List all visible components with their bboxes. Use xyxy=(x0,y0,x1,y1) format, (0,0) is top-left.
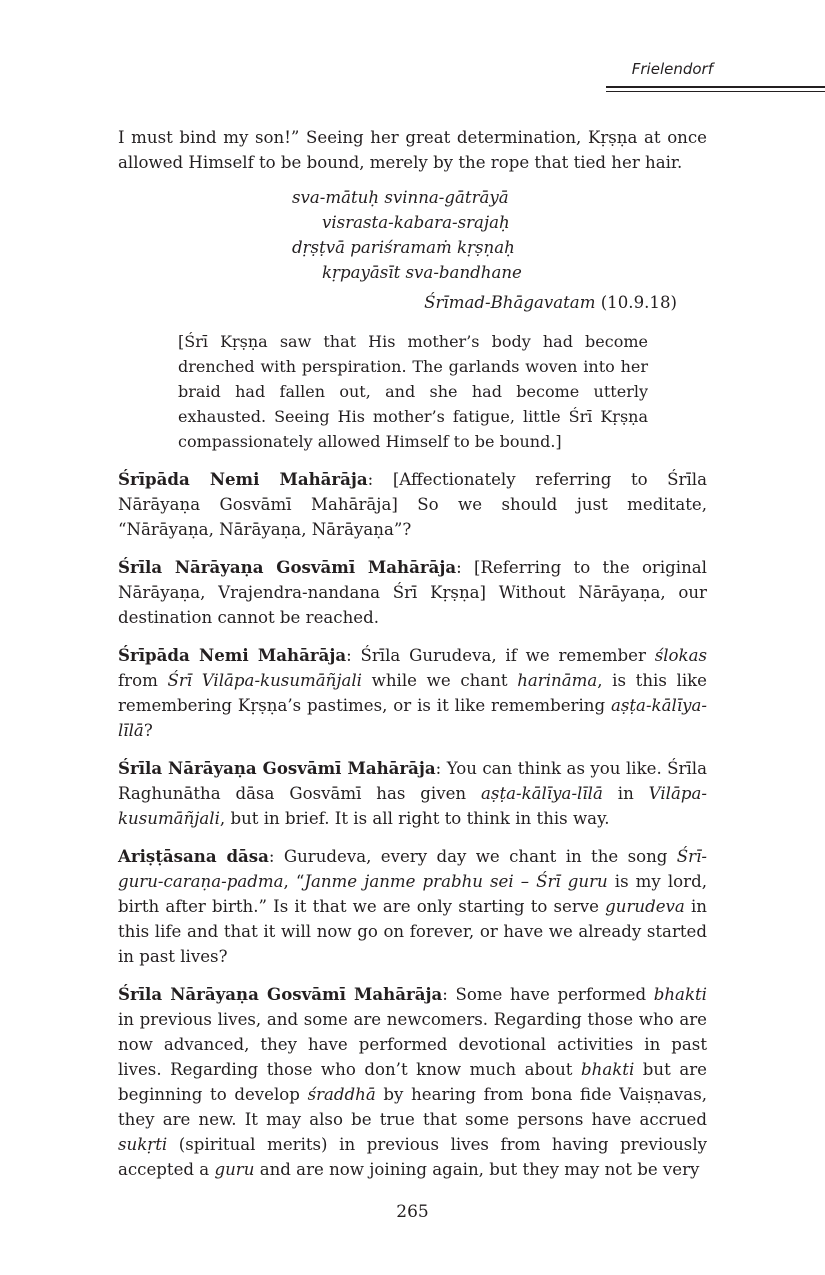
dialogue-paragraph xyxy=(118,643,707,743)
speaker-name: Śrīla Nārāyaṇa Gosvāmī Mahārāja xyxy=(118,758,436,778)
speaker-name: Śrīpāda Nemi Mahārāja xyxy=(118,469,368,489)
italic-term: bhakti xyxy=(653,985,707,1004)
speech-text: : Some have performed xyxy=(442,985,654,1004)
speech-text: , “ xyxy=(283,872,305,891)
running-head: Frielendorf xyxy=(631,60,713,78)
italic-term: Vilāpa-kusumāñjali xyxy=(118,784,707,828)
verse-source xyxy=(118,290,677,315)
dialogue-paragraph xyxy=(118,844,707,969)
speech-text: : [Referring to the original Nārāyaṇa, Vrajendra-nandana Śrī Kṛṣṇa] Without Nārāyaṇa, our destination cannot be reached. xyxy=(118,558,707,627)
source-title: Śrīmad-Bhāgavatam xyxy=(424,293,596,312)
dialogue-paragraph xyxy=(118,756,707,831)
body-text xyxy=(118,125,707,1182)
speaker-name: Śrīpāda Nemi Mahārāja xyxy=(118,645,347,665)
speech-text: : You can think as you like. Śrīla Raghunātha dāsa Gosvāmī has given xyxy=(118,759,707,803)
opening-paragraph: I must bind my son!” Seeing her great determination, Kṛṣṇa at once allowed Himself to be bound, merely by the rope that tied her hair. xyxy=(118,128,707,172)
speech-text: : Śrīla Gurudeva, if we remember xyxy=(346,646,655,665)
verse-line: kṛpayāsīt sva-bandhane xyxy=(322,263,522,282)
dialogue xyxy=(118,467,707,1182)
italic-term: ślokas xyxy=(654,646,707,665)
italic-term: Śrī Vilāpa-kusumāñjali xyxy=(167,671,362,690)
speaker-name: Śrīla Nārāyaṇa Gosvāmī Mahārāja xyxy=(118,557,457,577)
italic-term: Janme janme prabhu sei – Śrī guru xyxy=(304,872,608,891)
speech-text: in this life and that it will now go on forever, or have we already started in past lives? xyxy=(118,897,707,966)
speech-text: but are beginning to develop xyxy=(118,1060,707,1104)
page-number: 265 xyxy=(396,1202,429,1222)
source-reference: (10.9.18) xyxy=(595,293,677,312)
verse-translation: [Śrī Kṛṣṇa saw that His mother’s body had become drenched with perspiration. The garlands woven into her braid had fallen out, and she had become utterly exhausted. Seeing His mother’s fatigue, little Śrī Kṛṣṇa compassionately allowed Himself to be bound.] xyxy=(178,332,648,451)
speech-text: , is this like remembering Kṛṣṇa’s pastimes, or is it like remembering xyxy=(118,671,708,715)
italic-term: guru xyxy=(214,1160,255,1179)
speech-text: from xyxy=(118,671,168,690)
speech-text: and are now joining again, but they may not be very xyxy=(254,1160,700,1179)
italic-term: aṣṭa-kālīya-līlā xyxy=(481,784,603,803)
speech-text: , but in brief. It is all right to think in this way. xyxy=(219,809,610,828)
speech-text: : Gurudeva, every day we chant in the song xyxy=(268,847,677,866)
speech-text: by hearing from bona fide Vaiṣṇavas, they are new. It may also be true that some persons have accrued xyxy=(118,1085,707,1129)
verse-line: sva-mātuḥ svinna-gātrāyā xyxy=(292,188,509,207)
speech-text: (spiritual merits) in previous lives from having previously accepted a xyxy=(118,1135,707,1179)
header-rule-thin xyxy=(606,91,825,92)
dialogue-paragraph xyxy=(118,982,707,1182)
verse-line: visrasta-kabara-srajaḥ xyxy=(322,213,510,232)
speech-text: ? xyxy=(143,721,153,740)
speech-text: in xyxy=(602,784,649,803)
speech-text: in previous lives, and some are newcomers. Regarding those who are now advanced, they have performed devotional activities in past lives. Regarding those who don’t know much about xyxy=(118,1010,707,1079)
italic-term: Śrī-guru-caraṇa-padma xyxy=(118,847,707,891)
speech-text: : [Affectionately referring to Śrīla Nārāyaṇa Gosvāmī Mahārāja] So we should just meditate, “Nārāyaṇa, Nārāyaṇa, Nārāyaṇa”? xyxy=(118,470,707,539)
speech-text: while we chant xyxy=(361,671,518,690)
header-rule xyxy=(606,86,825,88)
speaker-name: Ariṣṭāsana dāsa xyxy=(118,846,269,866)
speaker-name: Śrīla Nārāyaṇa Gosvāmī Mahārāja xyxy=(118,984,443,1004)
italic-term: bhakti xyxy=(581,1060,635,1079)
italic-term: śraddhā xyxy=(307,1085,376,1104)
dialogue-paragraph xyxy=(118,555,707,630)
italic-term: gurudeva xyxy=(605,897,685,916)
italic-term: aṣṭa-kālīya-līlā xyxy=(118,696,707,740)
verse-line: dṛṣṭvā pariśramaṁ kṛṣṇaḥ xyxy=(292,238,515,257)
verse xyxy=(292,185,707,285)
speech-text: is my lord, birth after birth.” Is it that we are only starting to serve xyxy=(118,872,707,916)
italic-term: harināma xyxy=(517,671,598,690)
dialogue-paragraph xyxy=(118,467,707,542)
italic-term: sukṛti xyxy=(118,1135,168,1154)
